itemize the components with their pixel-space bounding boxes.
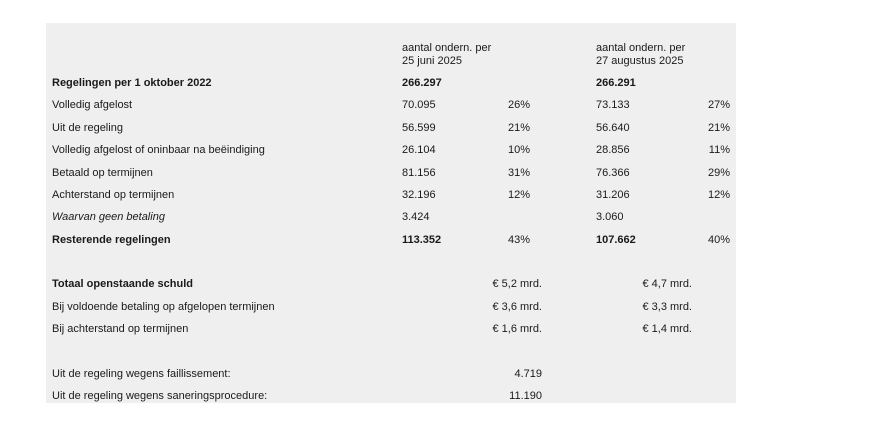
col1-header-line1: aantal ondern. per xyxy=(402,42,492,54)
row-col1-value: 3.424 xyxy=(402,211,430,223)
debt-label: Totaal openstaande schuld xyxy=(52,278,193,290)
row-label: Uit de regeling xyxy=(52,122,123,134)
debt-col1-amount: € 3,6 mrd. xyxy=(492,301,542,313)
row-col2-pct: 21% xyxy=(707,122,730,134)
row-col2-value: 266.291 xyxy=(596,77,636,89)
row-col2-value: 3.060 xyxy=(596,211,624,223)
debt-col1-amount: € 5,2 mrd. xyxy=(492,278,542,290)
row-col1-pct: 21% xyxy=(507,122,530,134)
row-col2-pct: 27% xyxy=(707,99,730,111)
col2-header-line2: 27 augustus 2025 xyxy=(596,55,684,67)
row-col2-value: 76.366 xyxy=(596,167,630,179)
row-col1-value: 26.104 xyxy=(402,144,436,156)
row-col1-pct: 43% xyxy=(507,234,530,246)
row-col1-value: 113.352 xyxy=(402,234,442,246)
row-col1-value: 32.196 xyxy=(402,189,436,201)
debt-col2-amount: € 3,3 mrd. xyxy=(642,301,692,313)
row-col1-pct: 10% xyxy=(507,144,530,156)
col2-header-line1: aantal ondern. per xyxy=(596,42,686,54)
row-col2-pct: 12% xyxy=(707,189,730,201)
row-label: Achterstand op termijnen xyxy=(52,189,175,201)
row-col2-value: 28.856 xyxy=(596,144,630,156)
row-col1-value: 56.599 xyxy=(402,122,436,134)
row-col2-value: 56.640 xyxy=(596,122,630,134)
row-label: Waarvan geen betaling xyxy=(52,211,165,223)
exit-label: Uit de regeling wegens saneringsprocedure: xyxy=(52,390,268,402)
table-panel xyxy=(46,23,736,403)
row-col2-pct: 40% xyxy=(707,234,730,246)
debt-col2-amount: € 4,7 mrd. xyxy=(642,278,692,290)
row-col1-pct: 12% xyxy=(507,189,530,201)
exit-label: Uit de regeling wegens faillissement: xyxy=(52,368,231,380)
row-col1-value: 70.095 xyxy=(402,99,436,111)
col1-header-line2: 25 juni 2025 xyxy=(402,55,462,67)
debt-col1-amount: € 1,6 mrd. xyxy=(492,323,542,335)
row-label: Regelingen per 1 oktober 2022 xyxy=(52,77,212,89)
row-label: Betaald op termijnen xyxy=(52,167,153,179)
row-col2-value: 73.133 xyxy=(596,99,630,111)
debt-label: Bij voldoende betaling op afgelopen termijnen xyxy=(52,301,275,313)
row-col2-value: 107.662 xyxy=(596,234,636,246)
row-col1-value: 81.156 xyxy=(402,167,436,179)
row-label: Volledig afgelost xyxy=(52,99,133,111)
exit-value: 4.719 xyxy=(514,368,542,380)
exit-value: 11.190 xyxy=(509,390,542,402)
row-col2-pct: 11% xyxy=(708,144,730,156)
row-col2-pct: 29% xyxy=(707,167,730,179)
row-col1-value: 266.297 xyxy=(402,77,442,89)
row-label: Volledig afgelost of oninbaar na beëindiging xyxy=(52,144,265,156)
debt-col2-amount: € 1,4 mrd. xyxy=(642,323,692,335)
debt-label: Bij achterstand op termijnen xyxy=(52,323,189,335)
row-col1-pct: 26% xyxy=(507,99,530,111)
row-col1-pct: 31% xyxy=(507,167,530,179)
row-label: Resterende regelingen xyxy=(52,234,171,246)
row-col2-value: 31.206 xyxy=(596,189,630,201)
